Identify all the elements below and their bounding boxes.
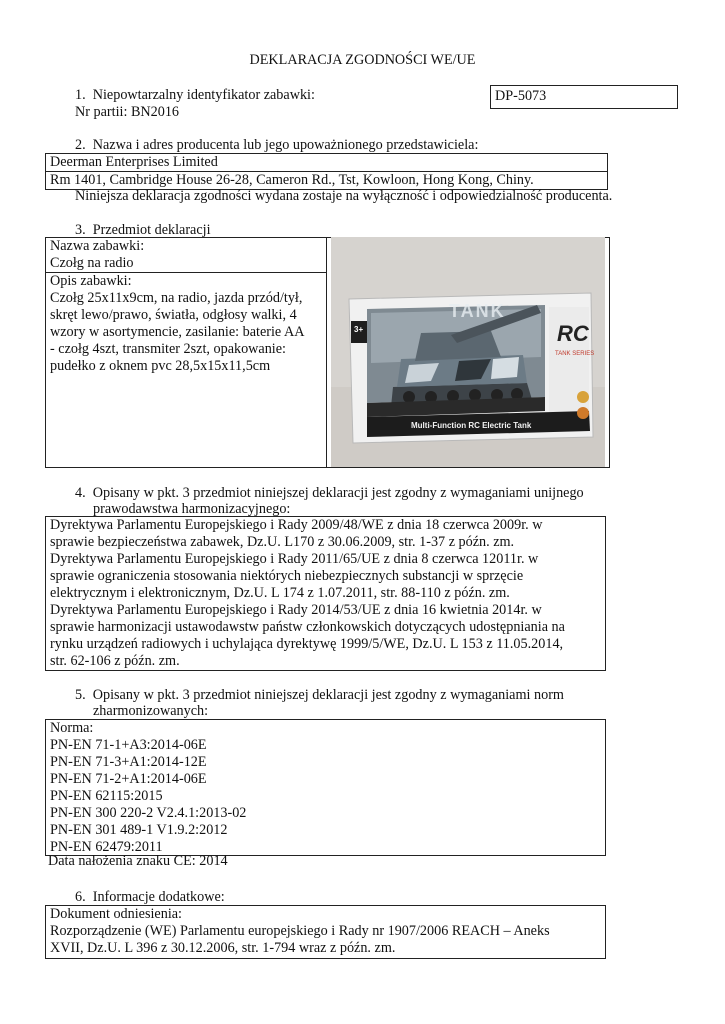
toy-description-line: - czołg 4szt, transmiter 2szt, opakowanie: (50, 341, 286, 357)
toy-description-label: Opis zabawki: (50, 273, 132, 289)
reference-line: XVII, Dz.U. L 396 z 30.12.2006, str. 1-794 wraz z późn. zm. (50, 940, 396, 956)
age-badge: 3+ (354, 325, 364, 334)
directive-line: str. 62-106 z późn. zm. (50, 653, 180, 669)
directive-line: sprawie harmonizacji ustawodawstw państw członkowskich dotyczących udostępniania na (50, 619, 565, 635)
directive-line: elektrycznym i elektronicznym, Dz.U. L 174 z 1.07.2011, str. 88-110 z późn. zm. (50, 585, 510, 601)
section-3-heading: 3. Przedmiot deklaracji (75, 222, 211, 238)
norms-label: Norma: (50, 720, 94, 736)
directive-line: sprawie bezpieczeństwa zabawek, Dz.U. L170 z 30.06.2009, str. 1-37 z późn. zm. (50, 534, 515, 550)
norm-item: PN-EN 71-3+A1:2014-12E (50, 754, 207, 770)
producer-address: Rm 1401, Cambridge House 26-28, Cameron Rd., Tst, Kowloon, Hong Kong, Chiny. (50, 172, 534, 188)
series-label: TANK SERIES (555, 351, 595, 357)
producer-name-box (45, 153, 608, 172)
toy-description-line: skręt lewo/prawo, światła, odgłosy walki, 4 (50, 307, 297, 323)
norm-item: PN-EN 62115:2015 (50, 788, 163, 804)
rc-logo: RC (557, 321, 589, 346)
toy-description-line: Czołg 25x11x9cm, na radio, jazda przód/tył, (50, 290, 303, 306)
section-5-heading-cont: zharmonizowanych: (93, 703, 209, 719)
norm-item: PN-EN 300 220-2 V2.4.1:2013-02 (50, 805, 247, 821)
identifier-value: DP-5073 (495, 88, 547, 104)
norm-item: PN-EN 71-1+A3:2014-06E (50, 737, 207, 753)
directives-box (45, 516, 606, 671)
product-photo (331, 237, 605, 467)
reference-line: Rozporządzenie (WE) Parlamentu europejskiego i Rady nr 1907/2006 REACH – Aneks (50, 923, 550, 939)
toy-description-line: pudełko z oknem pvc 28,5x15x11,5cm (50, 358, 271, 374)
batch-number: Nr partii: BN2016 (75, 104, 180, 120)
producer-name: Deerman Enterprises Limited (50, 154, 218, 170)
box-title: Multi-Function RC Electric Tank (411, 421, 532, 430)
section-5-heading: 5. Opisany w pkt. 3 przedmiot niniejszej deklaracji jest zgodny z wymaganiami norm (75, 687, 564, 703)
toy-description-cell (45, 272, 327, 468)
directive-line: sprawie ograniczenia stosowania niektórych niebezpiecznych substancji w sprzęcie (50, 568, 524, 584)
identifier-box (490, 85, 678, 109)
reference-box (45, 905, 606, 959)
norm-item: PN-EN 301 489-1 V1.9.2:2012 (50, 822, 228, 838)
toy-name-cell (45, 237, 327, 273)
section-4-heading-cont: prawodawstwa harmonizacyjnego: (93, 501, 291, 517)
toy-description-line: wzory w asortymencie, zasilanie: baterie AA (50, 324, 305, 340)
declaration-note: Niniejsza deklaracja zgodności wydana zostaje na wyłączność i odpowiedzialność producenta. (75, 188, 613, 204)
reference-label: Dokument odniesienia: (50, 906, 182, 922)
directive-line: rynku urządzeń radiowych i uchylająca dyrektywę 1999/5/WE, Dz.U. L 153 z 11.05.2014, (50, 636, 564, 652)
norms-box (45, 719, 606, 856)
norm-item: PN-EN 71-2+A1:2014-06E (50, 771, 207, 787)
directive-line: Dyrektywa Parlamentu Europejskiego i Rady 2009/48/WE z dnia 18 czerwca 2009r. w (50, 517, 543, 533)
directive-line: Dyrektywa Parlamentu Europejskiego i Rady 2014/53/UE z dnia 16 kwietnia 2014r. w (50, 602, 542, 618)
section-2-heading: 2. Nazwa i adres producenta lub jego upoważnionego przedstawiciela: (75, 137, 479, 153)
section-4-heading: 4. Opisany w pkt. 3 przedmiot niniejszej deklaracji jest zgodny z wymaganiami unijnego (75, 485, 584, 501)
section-1-heading: 1. Niepowtarzalny identyfikator zabawki: (75, 87, 315, 103)
toy-name-value: Czołg na radio (50, 255, 134, 271)
directive-line: Dyrektywa Parlamentu Europejskiego i Rady 2011/65/UE z dnia 8 czerwca 12011r. w (50, 551, 539, 567)
window-lettering: TANK (449, 301, 506, 321)
document-title: DEKLARACJA ZGODNOŚCI WE/UE (249, 52, 476, 68)
ce-mark-date: Data nałożenia znaku CE: 2014 (48, 853, 228, 869)
section-6-heading: 6. Informacje dodatkowe: (75, 889, 225, 905)
norm-item: PN-EN 62479:2011 (50, 839, 163, 855)
toy-name-label: Nazwa zabawki: (50, 238, 145, 254)
